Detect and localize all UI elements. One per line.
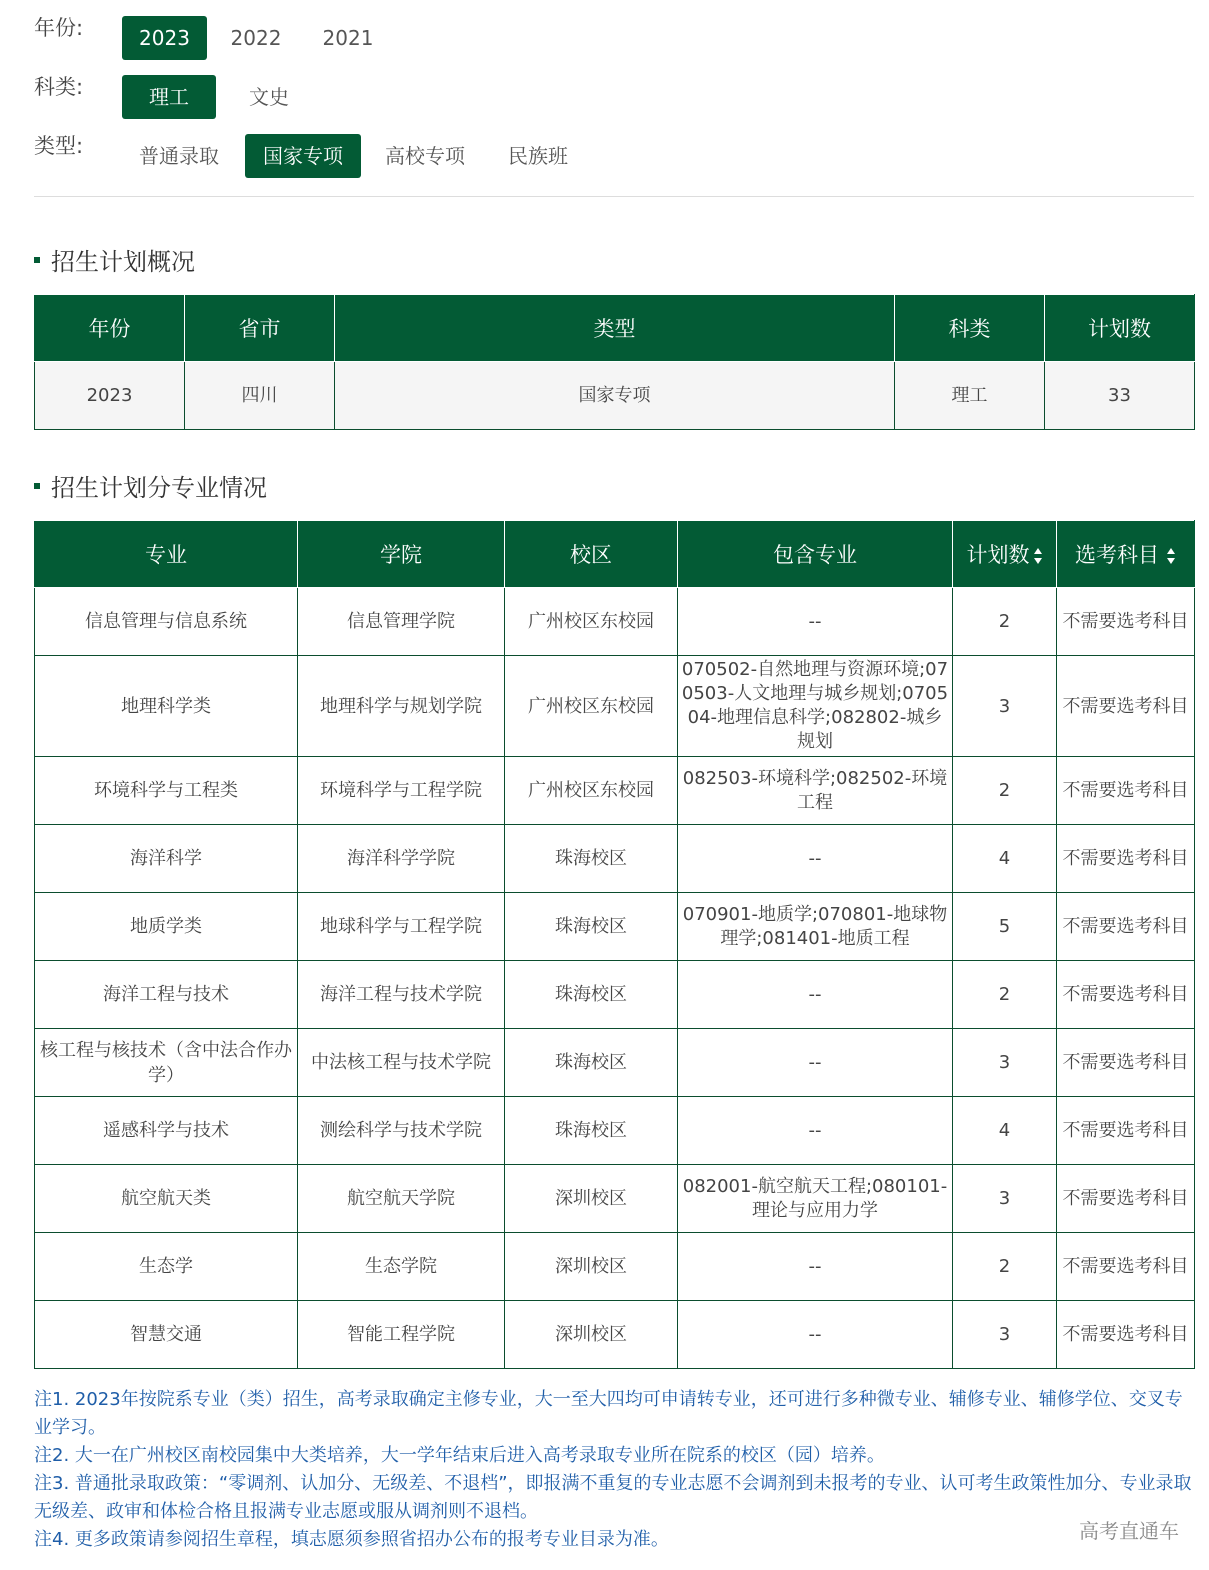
cell-subjects: 不需要选考科目 (1057, 1165, 1195, 1233)
year-option-2022[interactable]: 2022 (230, 26, 282, 50)
cell-major: 核工程与核技术（含中法合作办学） (35, 1029, 298, 1097)
overview-row (35, 362, 1195, 430)
cell-college: 海洋工程与技术学院 (298, 961, 505, 1029)
overview-title-text: 招生计划概况 (51, 248, 195, 276)
cell-major: 环境科学与工程类 (35, 757, 298, 825)
cell-campus: 深圳校区 (505, 1233, 678, 1301)
cell-college: 地球科学与工程学院 (298, 893, 505, 961)
cell-campus: 广州校区东校园 (505, 656, 678, 757)
cell-campus: 珠海校区 (505, 961, 678, 1029)
table-row (35, 656, 1195, 757)
cell-plan-count: 5 (953, 893, 1057, 961)
cell-subjects: 不需要选考科目 (1057, 588, 1195, 656)
cell-plan-count: 3 (953, 1165, 1057, 1233)
majors-table-body (35, 588, 1195, 1369)
table-row (35, 961, 1195, 1029)
cell-campus: 珠海校区 (505, 893, 678, 961)
overview-header-province: 省市 (185, 295, 335, 362)
cell-campus: 广州校区东校园 (505, 757, 678, 825)
table-row (35, 1233, 1195, 1301)
cell-included-majors: -- (678, 1097, 953, 1165)
cell-subjects: 不需要选考科目 (1057, 656, 1195, 757)
year-option-2021[interactable]: 2021 (322, 26, 374, 50)
note-4: 注4. 更多政策请参阅招生章程，填志愿须参照省招办公布的报考专业目录为准。 (34, 1529, 669, 1550)
section-bullet-icon (34, 483, 40, 489)
cell-subjects: 不需要选考科目 (1057, 893, 1195, 961)
overview-header-plan-count: 计划数 (1045, 295, 1195, 362)
cell-campus: 深圳校区 (505, 1165, 678, 1233)
overview-cell-plan-count: 33 (1045, 362, 1195, 430)
sort-icon[interactable] (1167, 548, 1176, 564)
cell-included-majors: 082001-航空航天工程;080101-理论与应用力学 (678, 1165, 953, 1233)
filter-divider (34, 196, 1194, 197)
overview-cell-province: 四川 (185, 362, 335, 430)
cell-included-majors: -- (678, 588, 953, 656)
note-1: 注1. 2023年按院系专业（类）招生，高考录取确定主修专业，大一至大四均可申请转专业，还可进行多种微专业、辅修专业、辅修学位、交叉专业学习。 (34, 1389, 1183, 1438)
type-option-ethnic[interactable]: 民族班 (508, 144, 568, 168)
year-option-2023[interactable]: 2023 (122, 16, 207, 60)
majors-header-campus: 校区 (505, 521, 678, 588)
cell-subjects: 不需要选考科目 (1057, 1029, 1195, 1097)
table-row (35, 825, 1195, 893)
cell-plan-count: 3 (953, 1029, 1057, 1097)
cell-campus: 珠海校区 (505, 1029, 678, 1097)
table-row (35, 1301, 1195, 1369)
cell-included-majors: -- (678, 1301, 953, 1369)
section-bullet-icon (34, 257, 40, 263)
cell-campus: 广州校区东校园 (505, 588, 678, 656)
plan-count-header-label: 计划数 (966, 543, 1030, 567)
overview-section-title (34, 242, 195, 277)
cell-subjects: 不需要选考科目 (1057, 825, 1195, 893)
overview-header-type: 类型 (335, 295, 895, 362)
table-row (35, 1029, 1195, 1097)
year-filter-label: 年份: (34, 16, 84, 40)
majors-header-included-majors: 包含专业 (678, 521, 953, 588)
type-option-regular[interactable]: 普通录取 (139, 144, 219, 168)
category-filter-label: 科类: (34, 75, 84, 99)
cell-major: 地理科学类 (35, 656, 298, 757)
cell-major: 智慧交通 (35, 1301, 298, 1369)
table-row (35, 757, 1195, 825)
cell-campus: 珠海校区 (505, 825, 678, 893)
overview-table (34, 294, 1195, 430)
cell-subjects: 不需要选考科目 (1057, 1301, 1195, 1369)
overview-cell-year: 2023 (35, 362, 185, 430)
cell-college: 中法核工程与技术学院 (298, 1029, 505, 1097)
majors-table (34, 520, 1195, 1369)
cell-plan-count: 3 (953, 656, 1057, 757)
cell-included-majors: 070502-自然地理与资源环境;070503-人文地理与城乡规划;070504-地理信息科学;082802-城乡规划 (678, 656, 953, 757)
majors-title-text: 招生计划分专业情况 (51, 474, 267, 502)
cell-plan-count: 3 (953, 1301, 1057, 1369)
cell-major: 生态学 (35, 1233, 298, 1301)
majors-header-subjects[interactable] (1057, 521, 1195, 588)
cell-college: 航空航天学院 (298, 1165, 505, 1233)
cell-college: 地理科学与规划学院 (298, 656, 505, 757)
cell-subjects: 不需要选考科目 (1057, 1097, 1195, 1165)
cell-major: 信息管理与信息系统 (35, 588, 298, 656)
cell-college: 生态学院 (298, 1233, 505, 1301)
overview-header-row (35, 295, 1195, 362)
overview-cell-type: 国家专项 (335, 362, 895, 430)
cell-plan-count: 2 (953, 588, 1057, 656)
cell-major: 海洋科学 (35, 825, 298, 893)
cell-plan-count: 2 (953, 961, 1057, 1029)
type-filter-label: 类型: (34, 134, 84, 158)
category-option-arts[interactable]: 文史 (249, 85, 289, 109)
type-option-university[interactable]: 高校专项 (385, 144, 465, 168)
overview-header-category: 科类 (895, 295, 1045, 362)
cell-college: 智能工程学院 (298, 1301, 505, 1369)
cell-campus: 深圳校区 (505, 1301, 678, 1369)
type-option-national[interactable]: 国家专项 (245, 134, 361, 178)
cell-included-majors: -- (678, 961, 953, 1029)
overview-header-year: 年份 (35, 295, 185, 362)
cell-plan-count: 2 (953, 757, 1057, 825)
cell-plan-count: 2 (953, 1233, 1057, 1301)
cell-included-majors: -- (678, 1029, 953, 1097)
cell-plan-count: 4 (953, 825, 1057, 893)
cell-subjects: 不需要选考科目 (1057, 757, 1195, 825)
notes (34, 1386, 1194, 1554)
cell-campus: 珠海校区 (505, 1097, 678, 1165)
cell-included-majors: 070901-地质学;070801-地球物理学;081401-地质工程 (678, 893, 953, 961)
majors-header-college: 学院 (298, 521, 505, 588)
cell-college: 海洋科学学院 (298, 825, 505, 893)
cell-subjects: 不需要选考科目 (1057, 961, 1195, 1029)
note-2: 注2. 大一在广州校区南校园集中大类培养，大一学年结束后进入高考录取专业所在院系的校区（园）培养。 (34, 1445, 885, 1466)
cell-major: 遥感科学与技术 (35, 1097, 298, 1165)
majors-header-plan-count[interactable] (953, 521, 1057, 588)
cell-college: 信息管理学院 (298, 588, 505, 656)
cell-plan-count: 4 (953, 1097, 1057, 1165)
cell-subjects: 不需要选考科目 (1057, 1233, 1195, 1301)
cell-included-majors: -- (678, 825, 953, 893)
table-row (35, 893, 1195, 961)
category-option-science[interactable]: 理工 (122, 75, 216, 119)
cell-major: 地质学类 (35, 893, 298, 961)
cell-major: 航空航天类 (35, 1165, 298, 1233)
table-row (35, 588, 1195, 656)
cell-included-majors: 082503-环境科学;082502-环境工程 (678, 757, 953, 825)
majors-header-row (35, 521, 1195, 588)
majors-section-title (34, 468, 267, 503)
cell-included-majors: -- (678, 1233, 953, 1301)
sort-icon[interactable] (1034, 548, 1043, 564)
majors-header-major: 专业 (35, 521, 298, 588)
note-3: 注3. 普通批录取政策：“零调剂、认加分、无级差、不退档”，即报满不重复的专业志愿不会调剂到未报考的专业、认可考生政策性加分、专业录取无级差、政审和体检合格且报满专业志愿或服从调剂则不退档。 (34, 1473, 1192, 1522)
subjects-header-label: 选考科目 (1075, 543, 1159, 567)
cell-college: 测绘科学与技术学院 (298, 1097, 505, 1165)
watermark: 高考直通车 (1079, 1519, 1179, 1543)
table-row (35, 1097, 1195, 1165)
cell-major: 海洋工程与技术 (35, 961, 298, 1029)
table-row (35, 1165, 1195, 1233)
cell-college: 环境科学与工程学院 (298, 757, 505, 825)
overview-cell-category: 理工 (895, 362, 1045, 430)
